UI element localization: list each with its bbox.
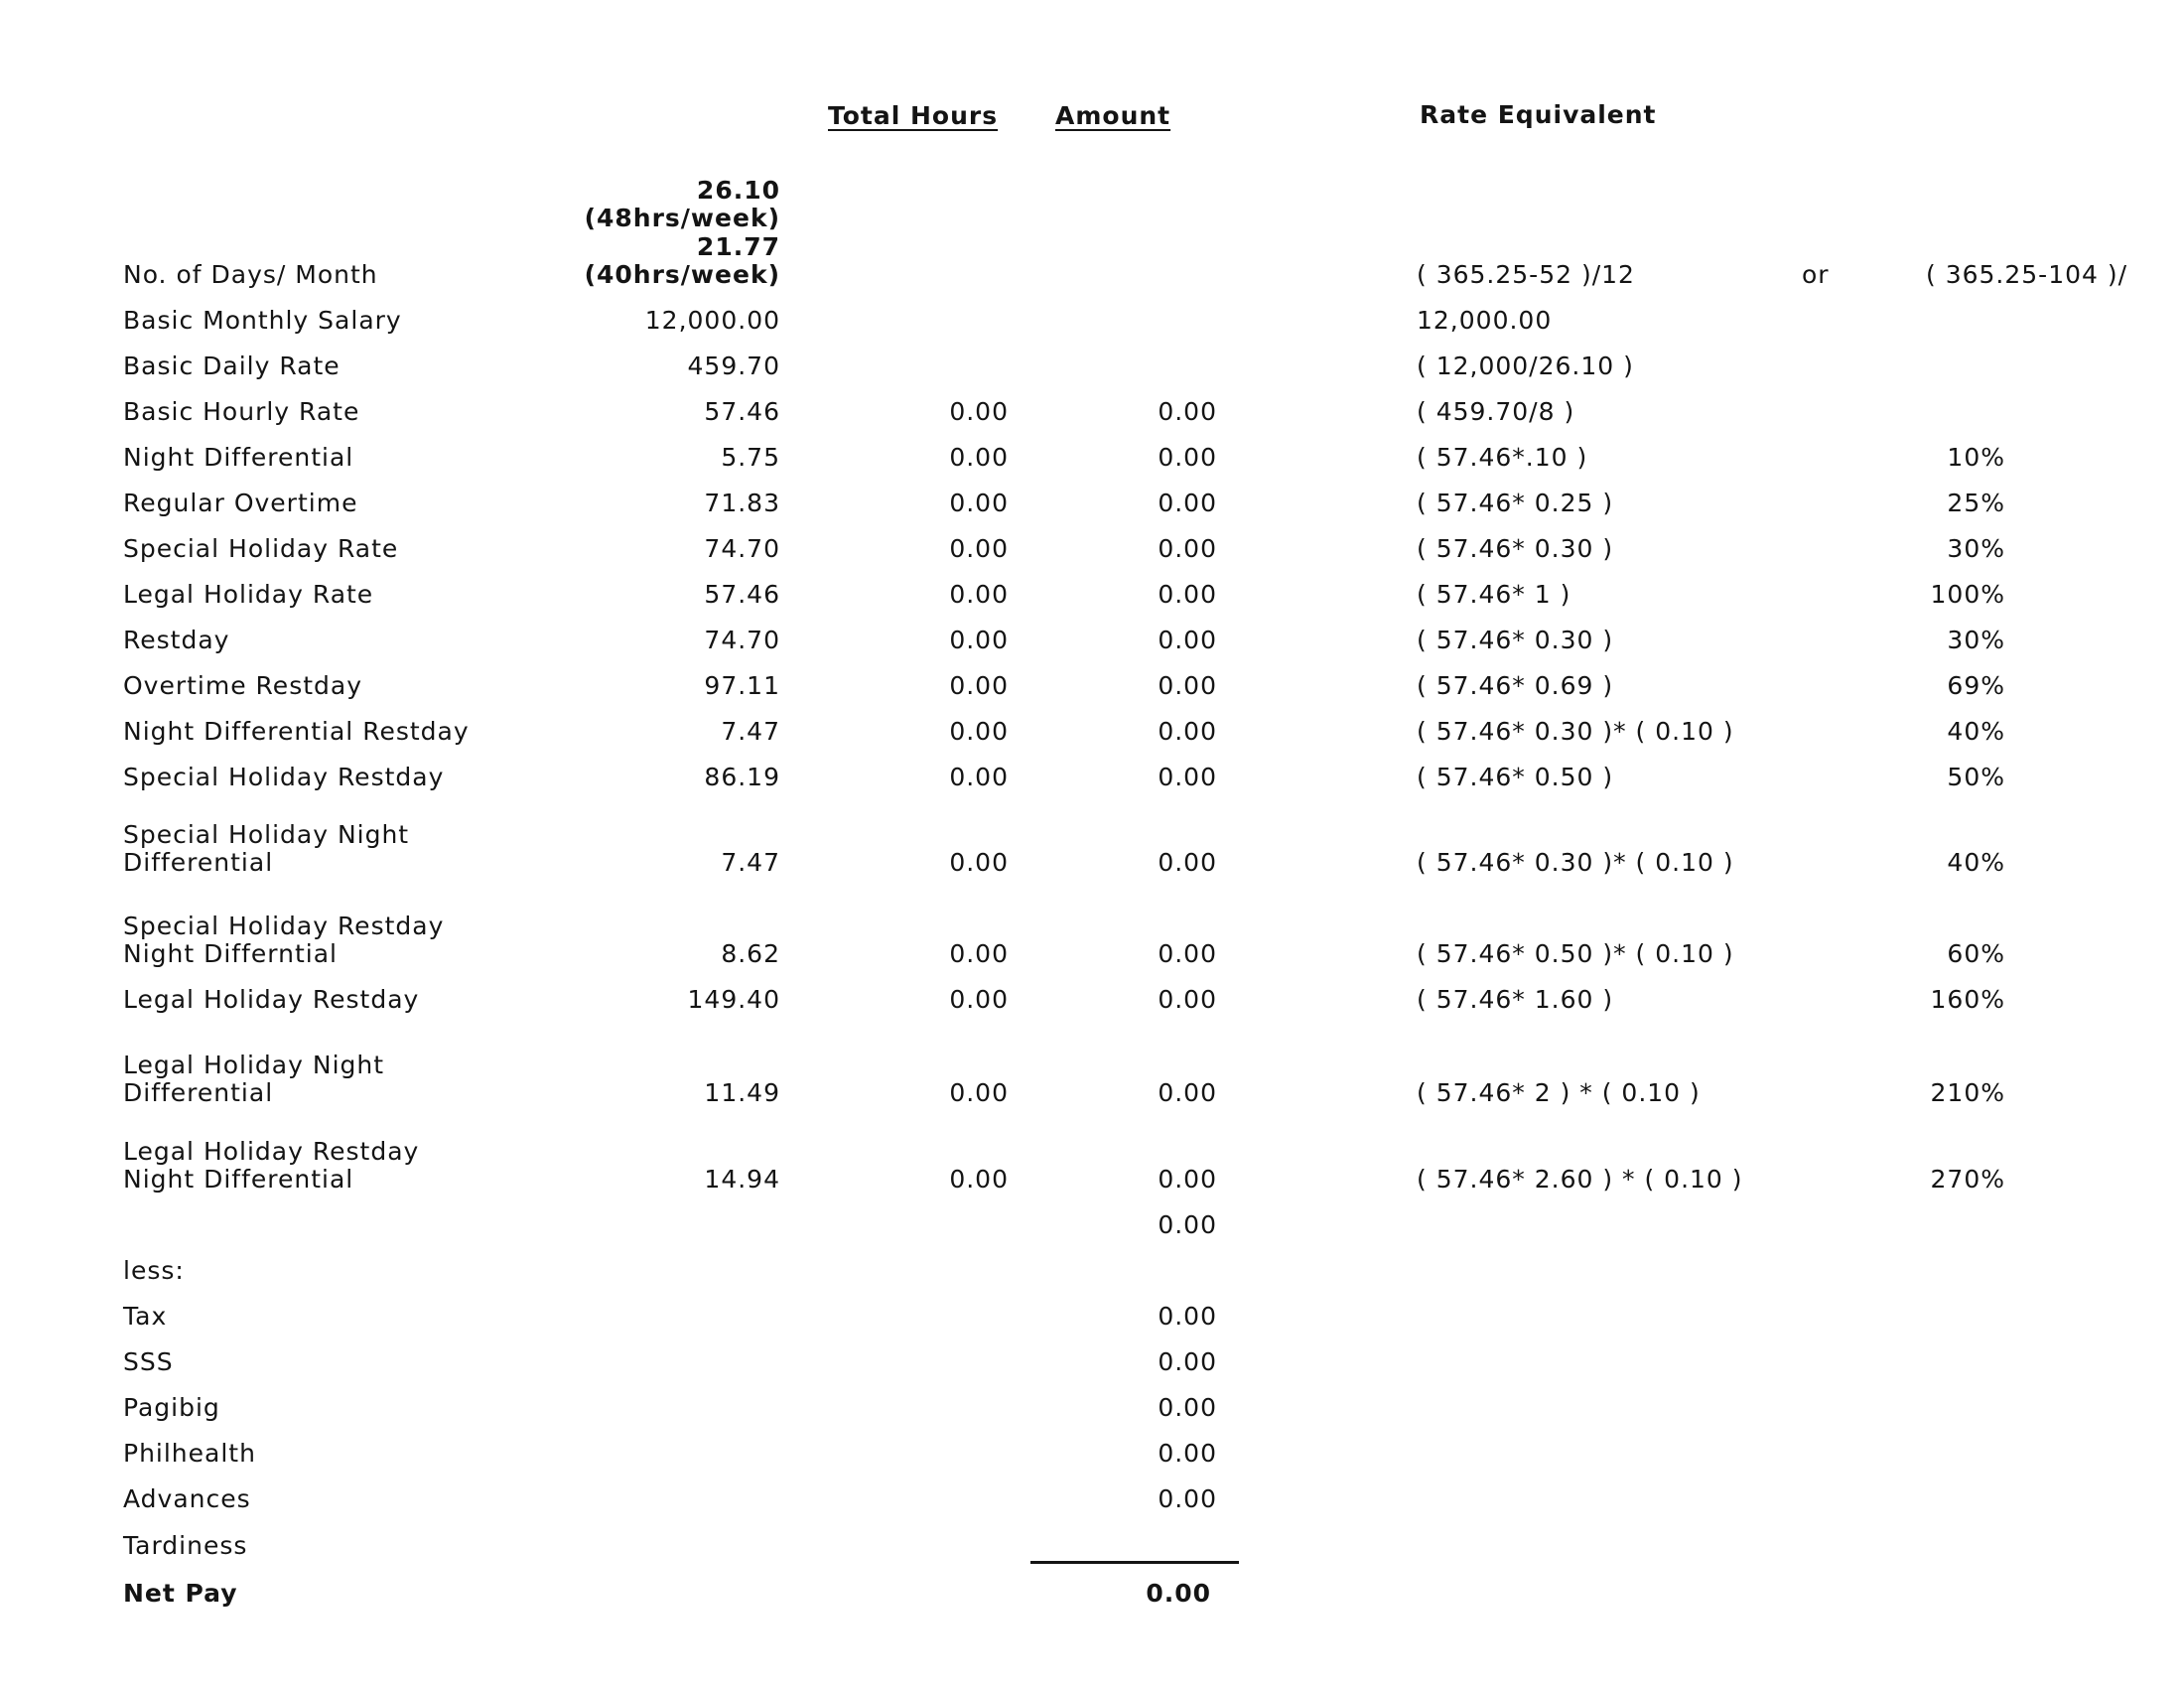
basic-monthly-salary-label: Basic Monthly Salary xyxy=(123,306,402,335)
row-percent: 160% xyxy=(1930,985,2005,1014)
header-rate-equivalent: Rate Equivalent xyxy=(1420,100,1657,129)
basic-daily-rate-formula: ( 12,000/26.10 ) xyxy=(1417,352,1634,380)
row-percent: 69% xyxy=(1947,671,2005,700)
row-formula: ( 57.46* 0.30 ) xyxy=(1417,626,1614,654)
row-percent: 30% xyxy=(1947,534,2005,563)
row-label: Night Differential Restday xyxy=(123,717,470,746)
days-40hrs-note: (40hrs/week) xyxy=(584,260,780,289)
row-label xyxy=(123,1138,419,1194)
row-hours: 0.00 xyxy=(949,1078,1009,1107)
row-label: Regular Overtime xyxy=(123,489,358,517)
row-rate: 57.46 xyxy=(704,397,780,426)
row-label: Special Holiday Restday xyxy=(123,763,445,791)
row-label: Basic Hourly Rate xyxy=(123,397,360,426)
row-amount: 0.00 xyxy=(1158,1078,1217,1107)
row-amount: 0.00 xyxy=(1158,580,1217,609)
row-formula: ( 57.46* 1.60 ) xyxy=(1417,985,1614,1014)
row-hours: 0.00 xyxy=(949,534,1009,563)
row-label xyxy=(123,913,444,968)
row-label-line1: Legal Holiday Restday xyxy=(123,1137,420,1166)
row-rate: 8.62 xyxy=(721,939,780,968)
row-label-line1: Legal Holiday Night xyxy=(123,1051,385,1079)
row-percent: 60% xyxy=(1947,939,2005,968)
row-label: Legal Holiday Rate xyxy=(123,580,374,609)
gross-amount: 0.00 xyxy=(1158,1210,1217,1239)
row-label: Restday xyxy=(123,626,230,654)
row-hours: 0.00 xyxy=(949,626,1009,654)
row-percent: 100% xyxy=(1930,580,2005,609)
deduction-amount: 0.00 xyxy=(1158,1393,1217,1422)
net-pay-label: Net Pay xyxy=(123,1579,238,1608)
row-percent: 25% xyxy=(1947,489,2005,517)
row-amount: 0.00 xyxy=(1158,626,1217,654)
days-formula-48: ( 365.25-52 )/12 xyxy=(1417,260,1635,289)
basic-monthly-salary-formula: 12,000.00 xyxy=(1417,306,1553,335)
row-amount: 0.00 xyxy=(1158,671,1217,700)
row-amount: 0.00 xyxy=(1158,443,1217,472)
row-amount: 0.00 xyxy=(1158,489,1217,517)
row-percent: 40% xyxy=(1947,848,2005,877)
row-formula: ( 459.70/8 ) xyxy=(1417,397,1575,426)
row-amount: 0.00 xyxy=(1158,985,1217,1014)
row-hours: 0.00 xyxy=(949,443,1009,472)
deduction-amount: 0.00 xyxy=(1158,1439,1217,1468)
row-formula: ( 57.46* 0.25 ) xyxy=(1417,489,1614,517)
row-percent: 10% xyxy=(1947,443,2005,472)
deduction-amount: 0.00 xyxy=(1158,1484,1217,1513)
row-amount: 0.00 xyxy=(1158,397,1217,426)
row-hours: 0.00 xyxy=(949,848,1009,877)
deduction-label: SSS xyxy=(123,1347,174,1376)
total-rule-line xyxy=(1030,1561,1239,1564)
row-formula: ( 57.46* 1 ) xyxy=(1417,580,1571,609)
deduction-label: Advances xyxy=(123,1484,251,1513)
row-label-line1: Special Holiday Night xyxy=(123,820,410,849)
row-hours: 0.00 xyxy=(949,985,1009,1014)
row-label: Special Holiday Rate xyxy=(123,534,399,563)
net-pay-amount: 0.00 xyxy=(1146,1579,1211,1608)
row-hours: 0.00 xyxy=(949,939,1009,968)
row-percent: 210% xyxy=(1930,1078,2005,1107)
row-label: Legal Holiday Restday xyxy=(123,985,420,1014)
row-formula: ( 57.46* 0.69 ) xyxy=(1417,671,1614,700)
row-rate: 97.11 xyxy=(704,671,780,700)
row-hours: 0.00 xyxy=(949,1165,1009,1194)
row-percent: 30% xyxy=(1947,626,2005,654)
row-hours: 0.00 xyxy=(949,397,1009,426)
row-formula: ( 57.46* 0.50 ) xyxy=(1417,763,1614,791)
row-formula: ( 57.46* 2.60 ) * ( 0.10 ) xyxy=(1417,1165,1743,1194)
row-rate: 71.83 xyxy=(704,489,780,517)
row-label-line2: Night Differntial xyxy=(123,939,338,968)
row-rate: 57.46 xyxy=(704,580,780,609)
row-formula: ( 57.46* 0.30 )* ( 0.10 ) xyxy=(1417,717,1734,746)
row-label-line2: Differential xyxy=(123,848,274,877)
header-total-hours: Total Hours xyxy=(828,101,999,130)
row-amount: 0.00 xyxy=(1158,848,1217,877)
row-rate: 11.49 xyxy=(704,1078,780,1107)
row-rate: 7.47 xyxy=(721,848,780,877)
days-formula-40: ( 365.25-104 )/ xyxy=(1926,260,2128,289)
row-label-line2: Differential xyxy=(123,1078,274,1107)
row-rate: 74.70 xyxy=(704,626,780,654)
deduction-label: Tax xyxy=(123,1302,168,1331)
row-rate: 5.75 xyxy=(721,443,780,472)
row-formula: ( 57.46* 0.50 )* ( 0.10 ) xyxy=(1417,939,1734,968)
row-formula: ( 57.46* 2 ) * ( 0.10 ) xyxy=(1417,1078,1701,1107)
days-or-text: or xyxy=(1802,260,1830,289)
row-hours: 0.00 xyxy=(949,489,1009,517)
deduction-amount: 0.00 xyxy=(1158,1302,1217,1331)
row-rate: 14.94 xyxy=(704,1165,780,1194)
row-rate: 7.47 xyxy=(721,717,780,746)
deduction-amount: 0.00 xyxy=(1158,1347,1217,1376)
days-40hrs-value: 21.77 xyxy=(696,232,780,261)
row-hours: 0.00 xyxy=(949,580,1009,609)
row-amount: 0.00 xyxy=(1158,717,1217,746)
row-label: Overtime Restday xyxy=(123,671,362,700)
deduction-label: Pagibig xyxy=(123,1393,220,1422)
row-label xyxy=(123,1052,384,1107)
row-label xyxy=(123,821,409,877)
row-rate: 149.40 xyxy=(687,985,780,1014)
days-per-month-label: No. of Days/ Month xyxy=(123,260,378,289)
row-rate: 86.19 xyxy=(704,763,780,791)
days-48hrs-value: 26.10 xyxy=(696,176,780,205)
row-amount: 0.00 xyxy=(1158,534,1217,563)
days-48hrs-note: (48hrs/week) xyxy=(584,204,780,232)
row-hours: 0.00 xyxy=(949,671,1009,700)
row-percent: 50% xyxy=(1947,763,2005,791)
row-hours: 0.00 xyxy=(949,717,1009,746)
row-label-line2: Night Differential xyxy=(123,1165,354,1194)
deduction-label: Tardiness xyxy=(123,1531,248,1560)
row-rate: 74.70 xyxy=(704,534,780,563)
row-amount: 0.00 xyxy=(1158,763,1217,791)
deduction-label: Philhealth xyxy=(123,1439,256,1468)
basic-daily-rate-label: Basic Daily Rate xyxy=(123,352,341,380)
basic-monthly-salary-rate: 12,000.00 xyxy=(644,306,780,335)
row-percent: 270% xyxy=(1930,1165,2005,1194)
row-formula: ( 57.46*.10 ) xyxy=(1417,443,1588,472)
row-formula: ( 57.46* 0.30 )* ( 0.10 ) xyxy=(1417,848,1734,877)
header-amount: Amount xyxy=(1055,101,1171,130)
row-amount: 0.00 xyxy=(1158,939,1217,968)
row-hours: 0.00 xyxy=(949,763,1009,791)
row-formula: ( 57.46* 0.30 ) xyxy=(1417,534,1614,563)
row-label: Night Differential xyxy=(123,443,354,472)
row-percent: 40% xyxy=(1947,717,2005,746)
row-label-line1: Special Holiday Restday xyxy=(123,912,445,940)
row-amount: 0.00 xyxy=(1158,1165,1217,1194)
less-label: less: xyxy=(123,1256,185,1285)
basic-daily-rate-value: 459.70 xyxy=(687,352,780,380)
